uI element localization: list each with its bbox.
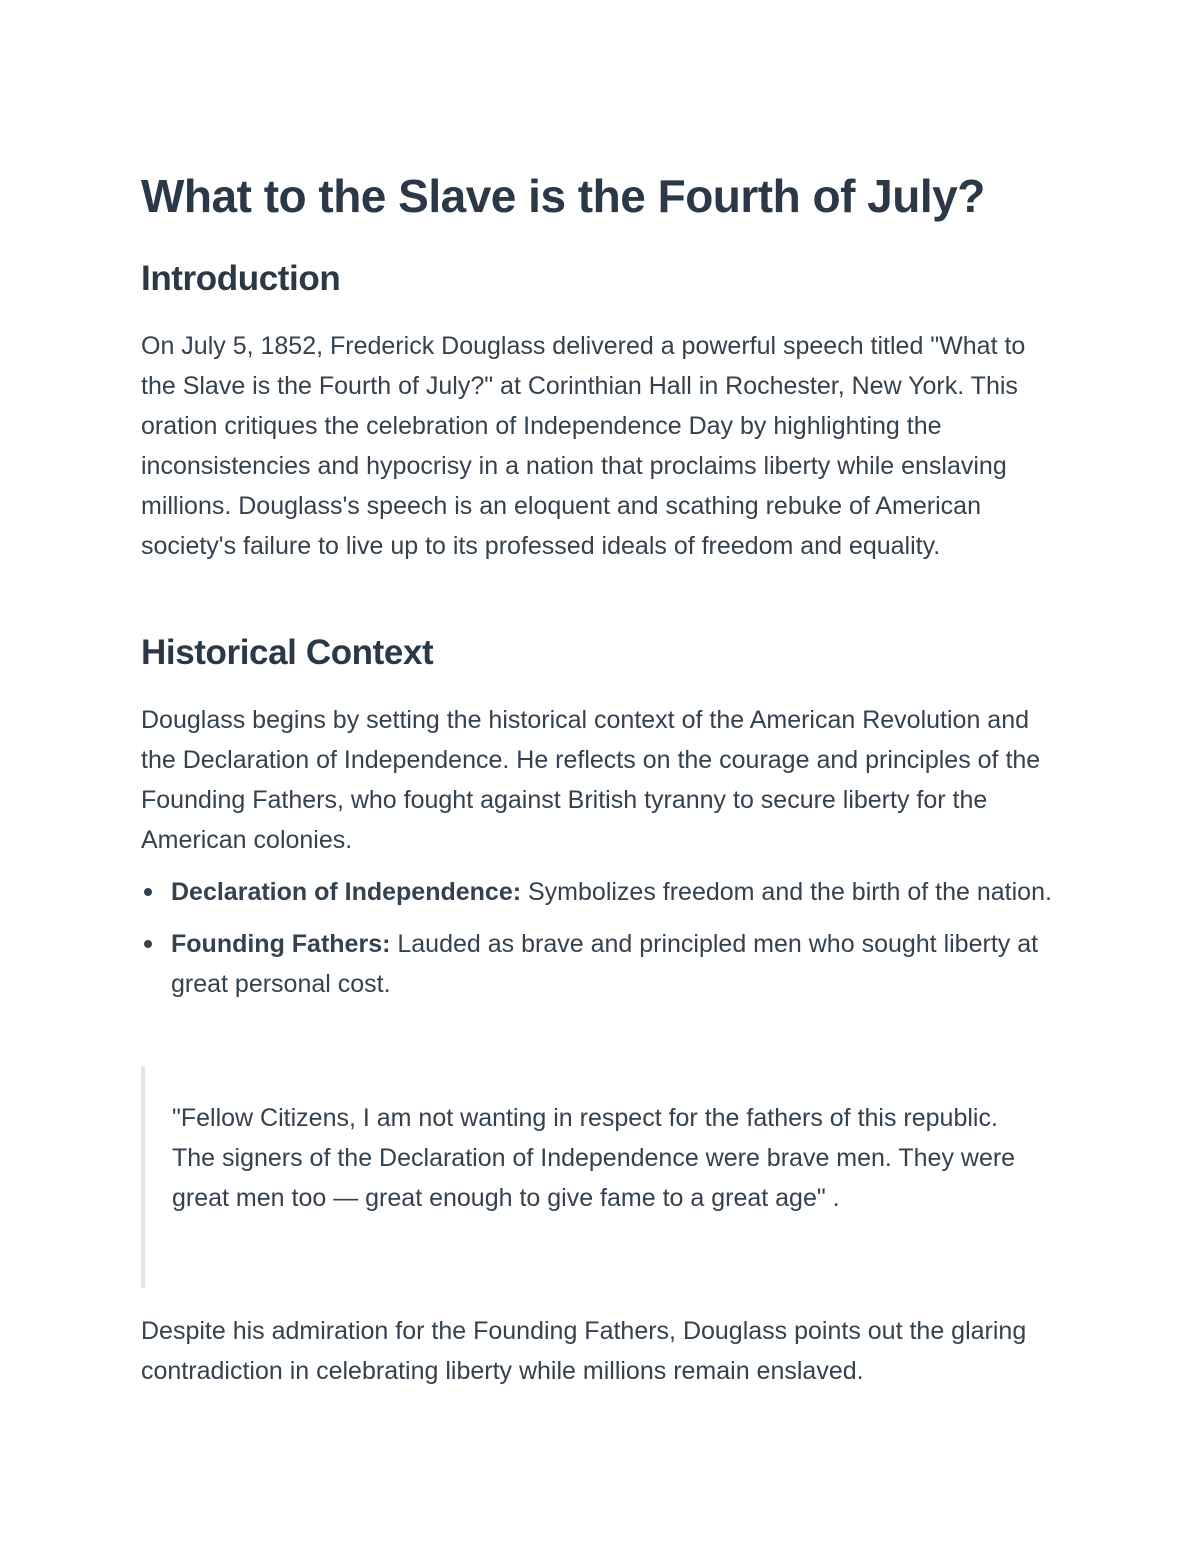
introduction-paragraph: On July 5, 1852, Frederick Douglass delivered a powerful speech titled "What to the Slave is the Fourth of July?" at Corinthian Hall in Rochester, New York. This oration critiques the celebration of Independence Day by highlighting the inconsistencies and hypocrisy in a nation that proclaims liberty while enslaving millions. Douglass's speech is an eloquent and scathing rebuke of American society's failure to live up to its professed ideals of freedom and equality. [141, 332, 1026, 560]
list-item-term: Founding Fathers: [171, 930, 391, 958]
historical-context-paragraph: Douglass begins by setting the historical context of the American Revolution and the Declaration of Independence. He reflects on the courage and principles of the Founding Fathers, who fought against British tyranny to secure liberty for the American colonies. [141, 706, 1041, 854]
bullet-icon [144, 888, 152, 896]
list-item-text: Symbolizes freedom and the birth of the nation. [521, 878, 1052, 906]
list-item [141, 924, 1061, 1004]
list-item-text: Lauded as brave and principled men who sought liberty at great personal cost. [171, 930, 1039, 998]
list-item [141, 872, 1061, 912]
bullet-icon [144, 940, 152, 948]
quote-text: "Fellow Citizens, I am not wanting in respect for the fathers of this republic. The signers of the Declaration of Independence were brave men. They were great men too — great enough to give fame to a great age" . [172, 1104, 1016, 1212]
list-item-term: Declaration of Independence: [171, 878, 522, 906]
document-title: What to the Slave is the Fourth of July? [141, 170, 985, 222]
section-heading-introduction: Introduction [141, 259, 341, 298]
blockquote [141, 1066, 1031, 1288]
key-points-list [141, 872, 1061, 1016]
section-heading-historical-context: Historical Context [141, 633, 434, 672]
closing-paragraph: Despite his admiration for the Founding Fathers, Douglass points out the glaring contradiction in celebrating liberty while millions remain enslaved. [141, 1317, 1027, 1385]
